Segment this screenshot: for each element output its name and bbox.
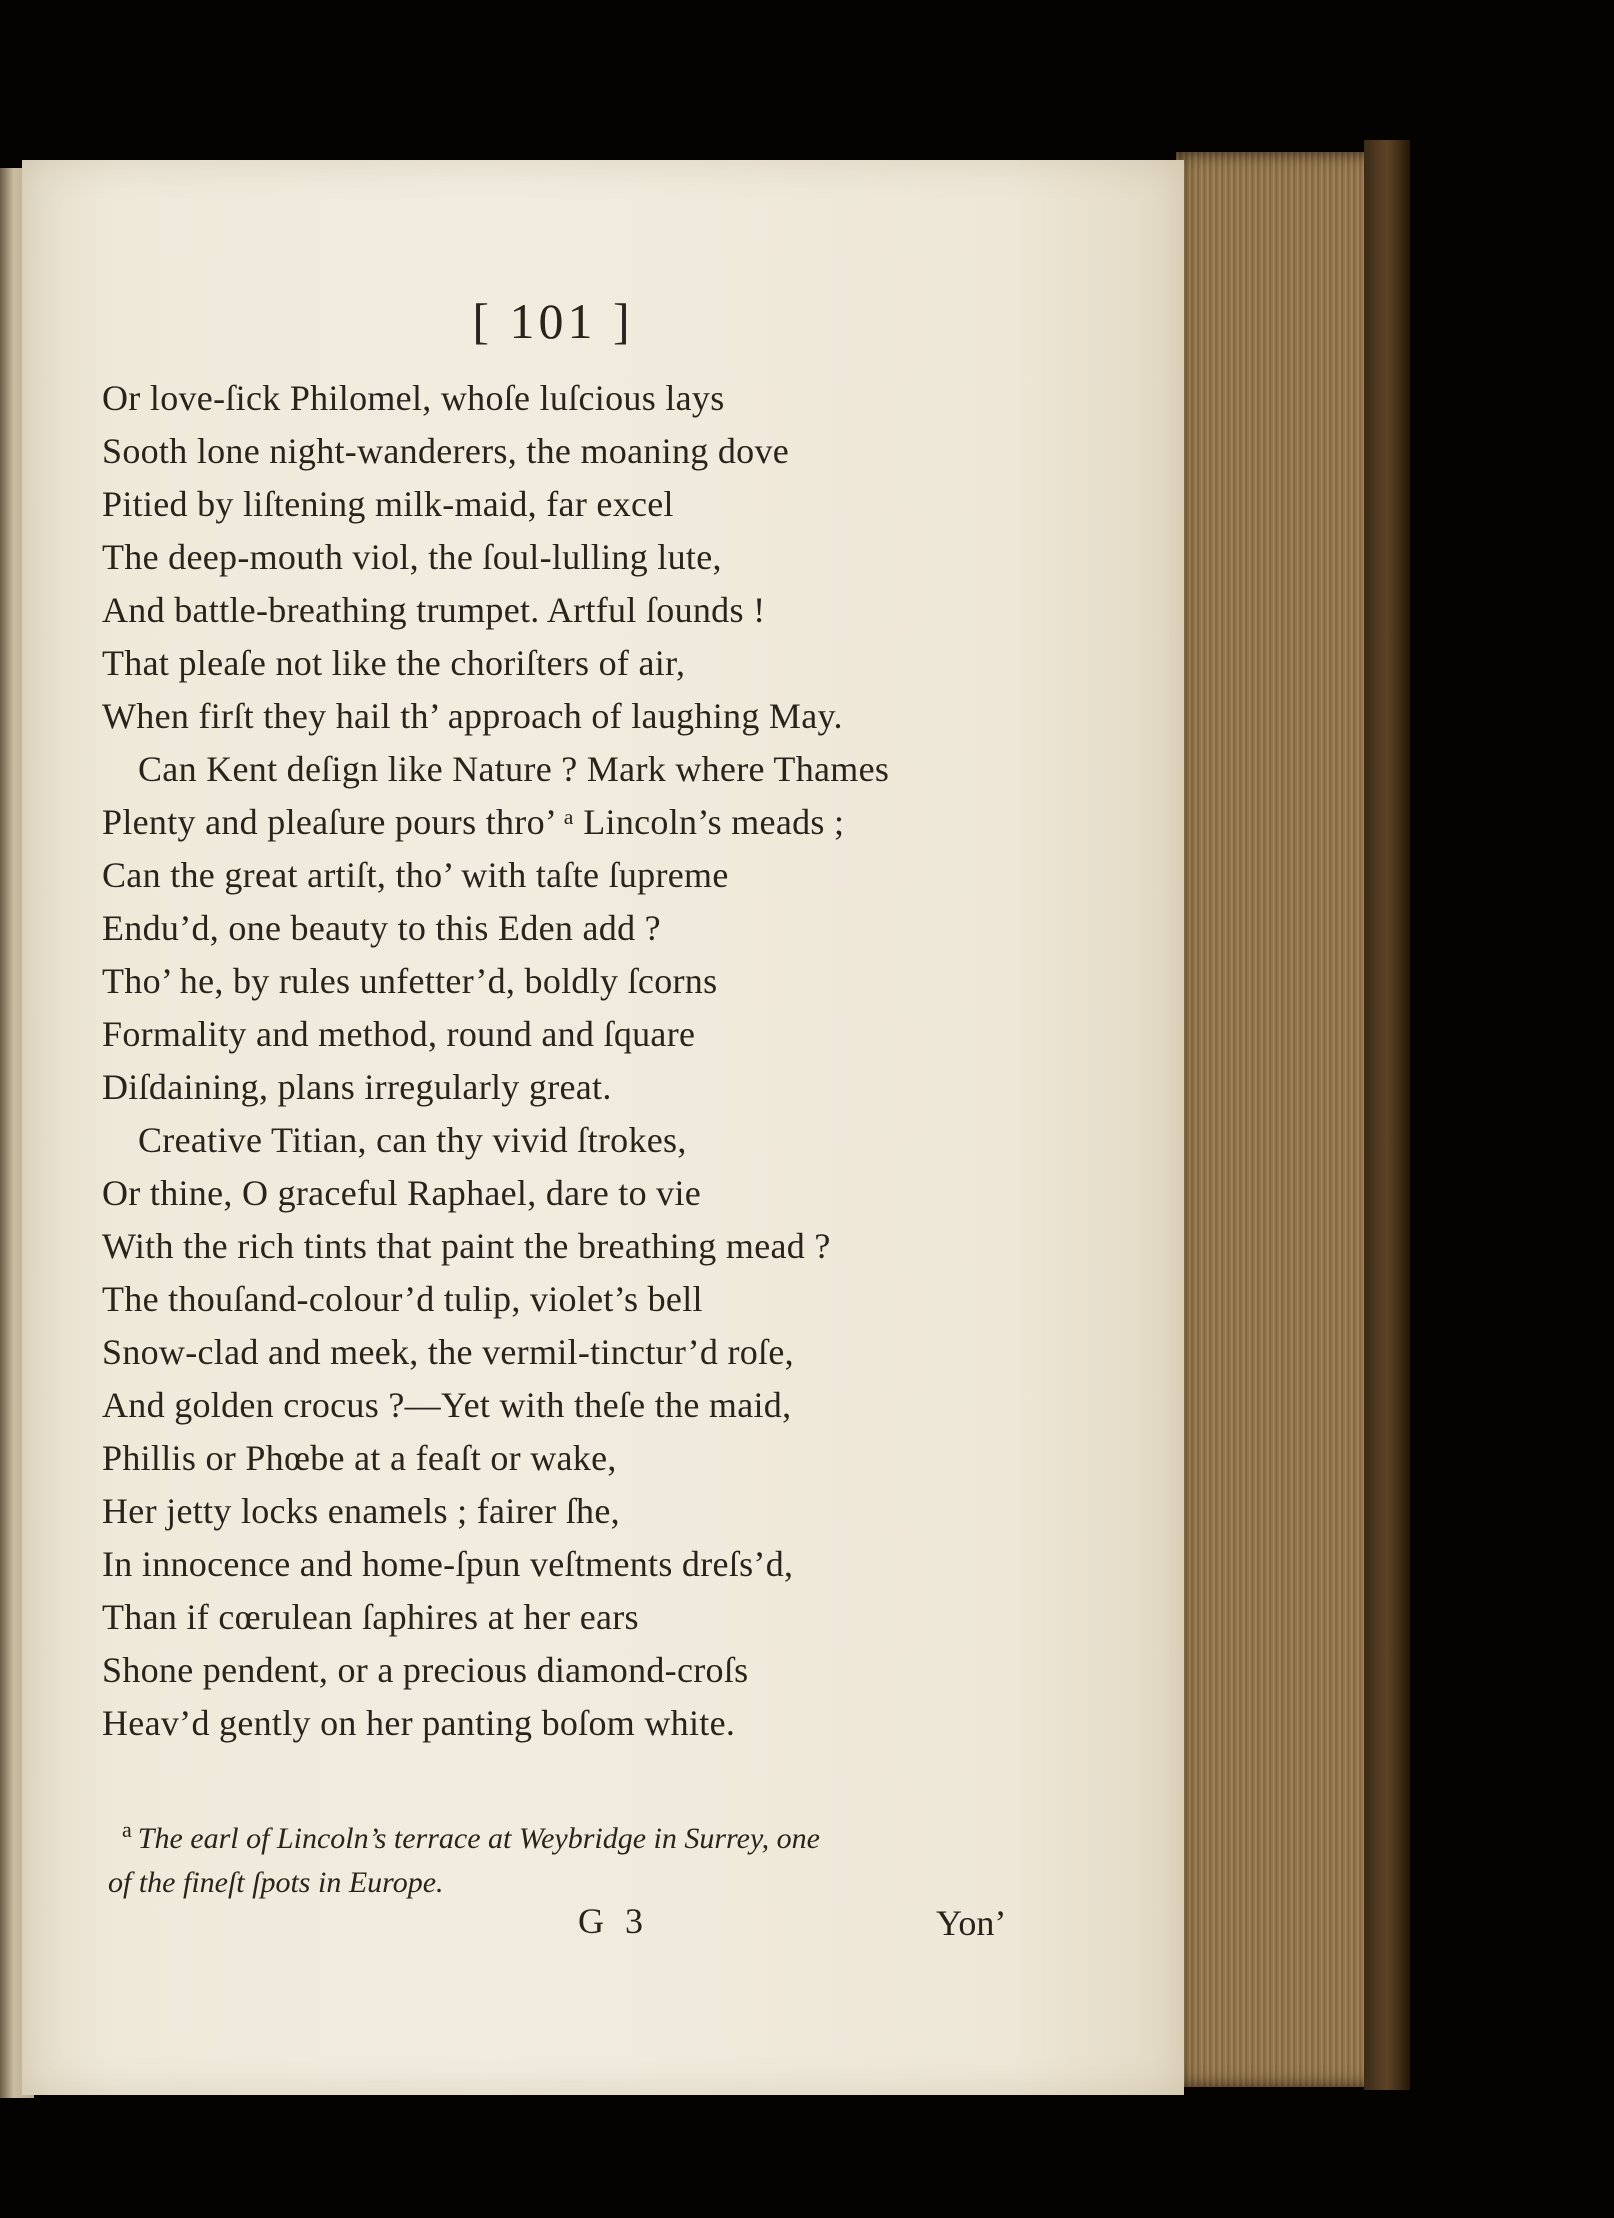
footnote-line: The earl of Lincoln’s terrace at Weybridge in Surrey, one [137,1822,820,1855]
poem-line: Her jetty locks enamels ; fairer ſhe, [102,1491,620,1531]
poem-line: With the rich tints that paint the breathing mead ? [102,1226,831,1266]
poem-line: That pleaſe not like the choriſters of air, [102,643,686,683]
book-cover-edge [1364,140,1410,2090]
poem-line: Or thine, O graceful Raphael, dare to vie [102,1173,702,1213]
poem-text [102,372,1002,1750]
signature-mark: G 3 [578,1901,649,1941]
poem-line: Plenty and pleaſure pours thro’ ᵃ Lincoln’s meads ; [102,802,845,842]
poem-line: Sooth lone night-wanderers, the moaning dove [102,431,790,471]
poem-line: Pitied by liſtening milk-maid, far excel [102,484,674,524]
page-number-header: [ 101 ] [472,293,634,349]
poem-line: Endu’d, one beauty to this Eden add ? [102,908,661,948]
poem-line: Tho’ he, by rules unfetter’d, boldly ſcorns [102,961,718,1001]
poem-line: Snow-clad and meek, the vermil-tinctur’d roſe, [102,1332,794,1372]
footnote-marker: a [122,1817,132,1842]
catchword: Yon’ [936,1903,1007,1943]
poem-line: And battle-breathing trumpet. Artful ſounds ! [102,590,766,630]
poem-line: In innocence and home-ſpun veſtments dreſs’d, [102,1544,794,1584]
poem-line: The deep-mouth viol, the ſoul-lulling lute, [102,537,722,577]
poem-line: Can Kent deſign like Nature ? Mark where Thames [138,749,890,789]
poem-line: Formality and method, round and ſquare [102,1014,696,1054]
poem-line: And golden crocus ?—Yet with theſe the maid, [102,1385,792,1425]
poem-line: Can the great artiſt, tho’ with taſte ſupreme [102,855,729,895]
footnote-line: of the fineſt ſpots in Europe. [108,1866,444,1899]
poem-line: Or love-ſick Philomel, whoſe luſcious lays [102,378,725,418]
poem-line: When firſt they hail th’ approach of laughing May. [102,696,843,736]
poem-line: Phillis or Phœbe at a feaſt or wake, [102,1438,617,1478]
poem-line: The thouſand-colour’d tulip, violet’s bell [102,1279,703,1319]
footnote [108,1808,1022,1905]
poem-line: Than if cœrulean ſaphires at her ears [102,1597,639,1637]
poem-line: Creative Titian, can thy vivid ſtrokes, [138,1120,687,1160]
poem-line: Diſdaining, plans irregularly great. [102,1067,612,1107]
poem-line: Heav’d gently on her panting boſom white. [102,1703,736,1743]
poem-line: Shone pendent, or a precious diamond-croſs [102,1650,749,1690]
